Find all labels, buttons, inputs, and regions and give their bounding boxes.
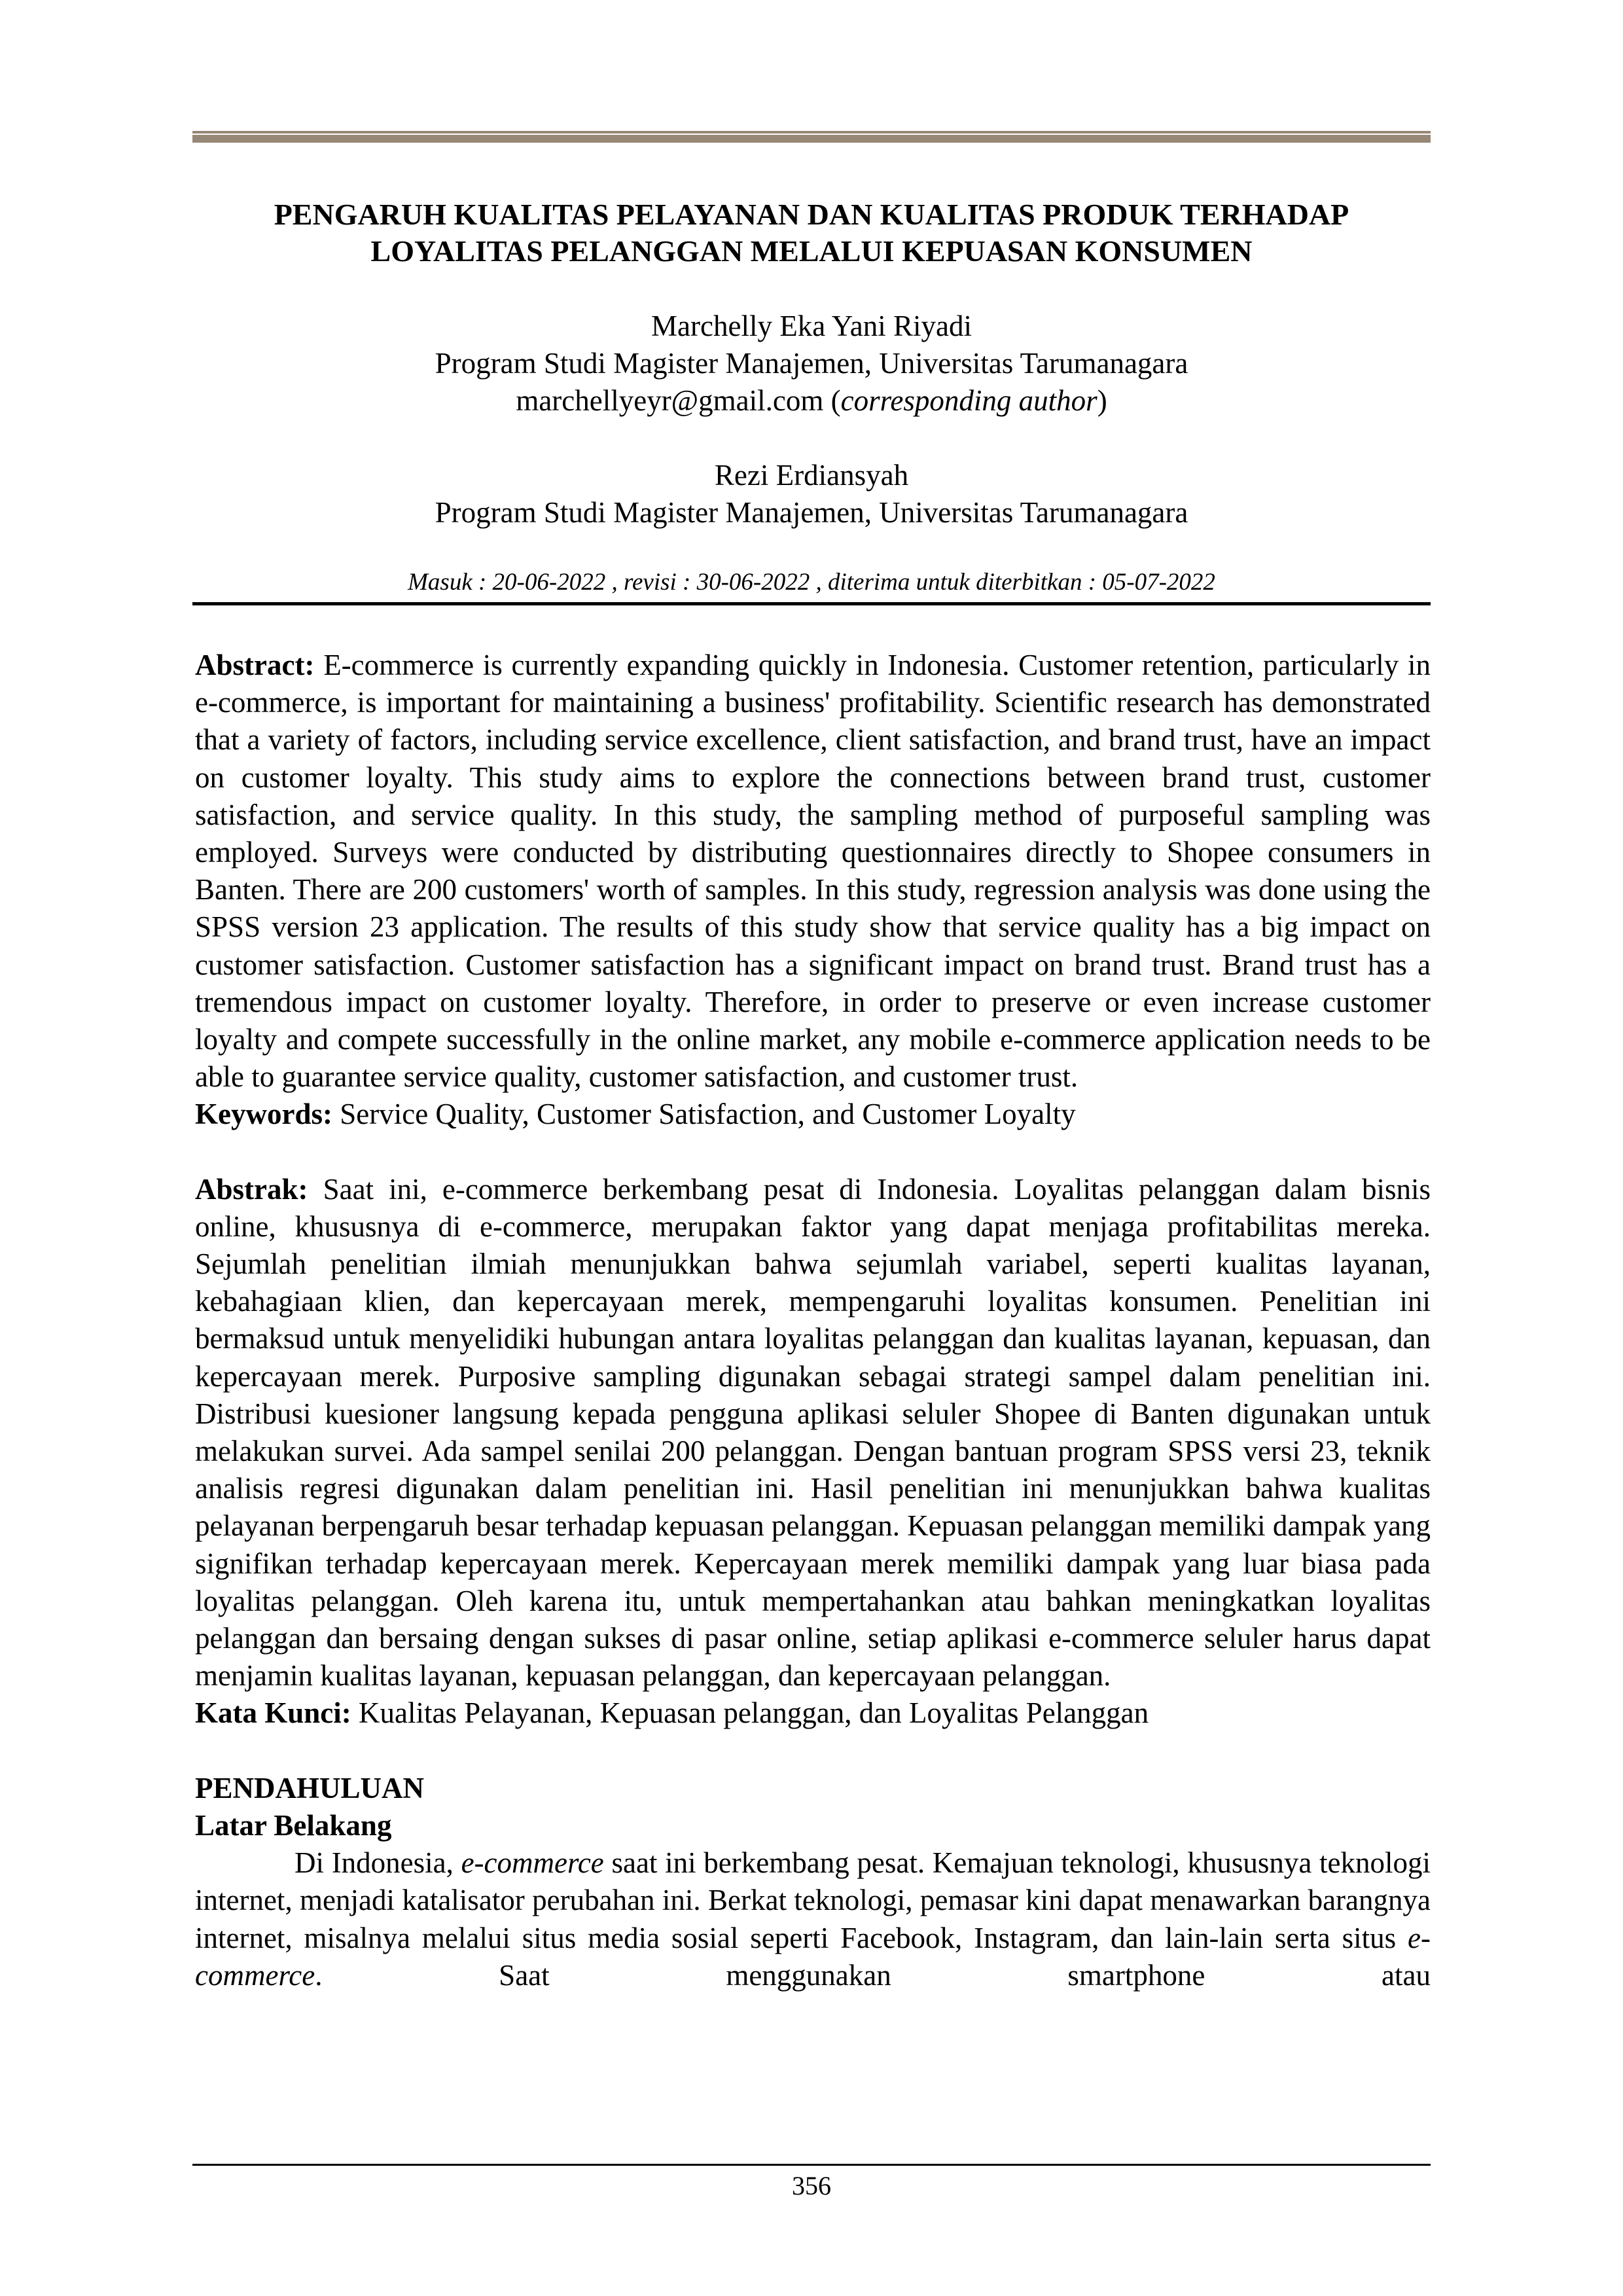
kata-kunci-text: Kualitas Pelayanan, Kepuasan pelanggan, dan Loyalitas Pelanggan	[359, 1696, 1149, 1730]
corresponding-author-note: corresponding author	[840, 384, 1097, 417]
author-affiliation: Program Studi Magister Manajemen, Universitas Tarumanagara	[435, 347, 1188, 380]
submission-dates: Masuk : 20-06-2022 , revisi : 30-06-2022 , diterima untuk diterbitkan : 05-07-2022	[408, 569, 1215, 596]
footer-rule	[192, 2164, 1431, 2166]
abstract-english	[195, 647, 1431, 1096]
kata-kunci-label: Kata Kunci:	[195, 1696, 351, 1730]
keywords-indonesian	[195, 1695, 1431, 1732]
abstract-indonesian	[195, 1171, 1431, 1695]
subsection-heading: Latar Belakang	[195, 1808, 392, 1842]
para-run: saat ini berkembang pesat. Kemajuan teknologi, khususnya teknologi internet, menjadi katalisator perubahan ini. Berkat teknologi, pemasar kini dapat menawarkan barangnya internet, misalnya melalui situs media sosial seperti Facebook, Instagram, dan lain-lain serta situs	[195, 1846, 1431, 1954]
author-affiliation: Program Studi Magister Manajemen, Universitas Tarumanagara	[435, 496, 1188, 529]
section-heading: PENDAHULUAN	[195, 1771, 425, 1804]
keywords-label: Keywords:	[195, 1098, 332, 1131]
title-line-2: LOYALITAS PELANGGAN MELALUI KEPUASAN KONSUMEN	[370, 234, 1253, 268]
abstrak-label: Abstrak:	[195, 1172, 308, 1206]
abstract-text: E-commerce is currently expanding quickly in Indonesia. Customer retention, particularly in e-commerce, is important for maintaining a business' profitability. Scientific research has demonstrated that a variety of factors, including service excellence, client satisfaction, and brand trust, have an impact on customer loyalty. This study aims to explore the connections between brand trust, customer satisfaction, and service quality. In this study, the sampling method of purposeful sampling was employed. Surveys were conducted by distributing questionnaires directly to Shopee consumers in Banten. There are 200 customers' worth of samples. In this study, regression analysis was done using the SPSS version 23 application. The results of this study show that service quality has a big impact on customer satisfaction. Customer satisfaction has a significant impact on brand trust. Brand trust has a tremendous impact on customer loyalty. Therefore, in order to preserve or even increase customer loyalty and compete successfully in the online market, any mobile e-commerce application needs to be able to guarantee service quality, customer satisfaction, and customer trust.	[195, 649, 1431, 1094]
author-email[interactable]: marchellyeyr@gmail.com	[516, 384, 824, 417]
body-paragraph	[195, 1844, 1431, 1994]
title-line-1: PENGARUH KUALITAS PELAYANAN DAN KUALITAS PRODUK TERHADAP	[274, 198, 1349, 231]
paper-title	[192, 196, 1431, 270]
author-name: Rezi Erdiansyah	[714, 459, 909, 492]
author-spacer	[192, 420, 1431, 457]
para-run-italic: e-commerce	[461, 1846, 604, 1880]
main-content	[195, 647, 1431, 1994]
keywords-text: Service Quality, Customer Satisfaction, and Customer Loyalty	[340, 1098, 1076, 1131]
keywords-english	[195, 1096, 1431, 1133]
para-run-italic: e-commerce	[195, 1921, 1431, 1992]
para-run: Di Indonesia,	[294, 1846, 461, 1880]
author-name: Marchelly Eka Yani Riyadi	[651, 310, 972, 342]
page-number: 356	[792, 2171, 831, 2200]
abstrak-text: Saat ini, e-commerce berkembang pesat di Indonesia. Loyalitas pelanggan dalam bisnis online, khususnya di e-commerce, merupakan faktor yang dapat menjaga profitabilitas mereka. Sejumlah penelitian ilmiah menunjukkan bahwa sejumlah variabel, seperti kualitas layanan, kebahagiaan klien, dan kepercayaan merek, mempengaruhi loyalitas konsumen. Penelitian ini bermaksud untuk menyelidiki hubungan antara loyalitas pelanggan dan kualitas layanan, kepuasan, dan kepercayaan merek. Purposive sampling digunakan sebagai strategi sampel dalam penelitian ini. Distribusi kuesioner langsung kepada pengguna aplikasi seluler Shopee di Banten digunakan untuk melakukan survei. Ada sampel senilai 200 pelanggan. Dengan bantuan program SPSS versi 23, teknik analisis regresi digunakan dalam penelitian ini. Hasil penelitian ini menunjukkan bahwa kualitas pelayanan berpengaruh besar terhadap kepuasan pelanggan. Kepuasan pelanggan memiliki dampak yang signifikan terhadap kepercayaan merek. Kepercayaan merek memiliki dampak yang luar biasa pada loyalitas pelanggan. Oleh karena itu, untuk mempertahankan atau bahkan meningkatkan loyalitas pelanggan dan bersaing dengan sukses di pasar online, setiap aplikasi e-commerce seluler harus dapat menjamin kualitas layanan, kepuasan pelanggan, dan kepercayaan pelanggan.	[195, 1172, 1431, 1693]
header-divider	[192, 602, 1431, 605]
abstract-label: Abstract:	[195, 649, 315, 681]
para-run: . Saat menggunakan smartphone atau	[315, 1958, 1431, 1992]
author-block	[192, 308, 1431, 531]
author-email-line: marchellyeyr@gmail.com (corresponding author)	[516, 384, 1107, 417]
header-rule-thick	[192, 135, 1431, 143]
header-rule-thin	[192, 131, 1431, 134]
